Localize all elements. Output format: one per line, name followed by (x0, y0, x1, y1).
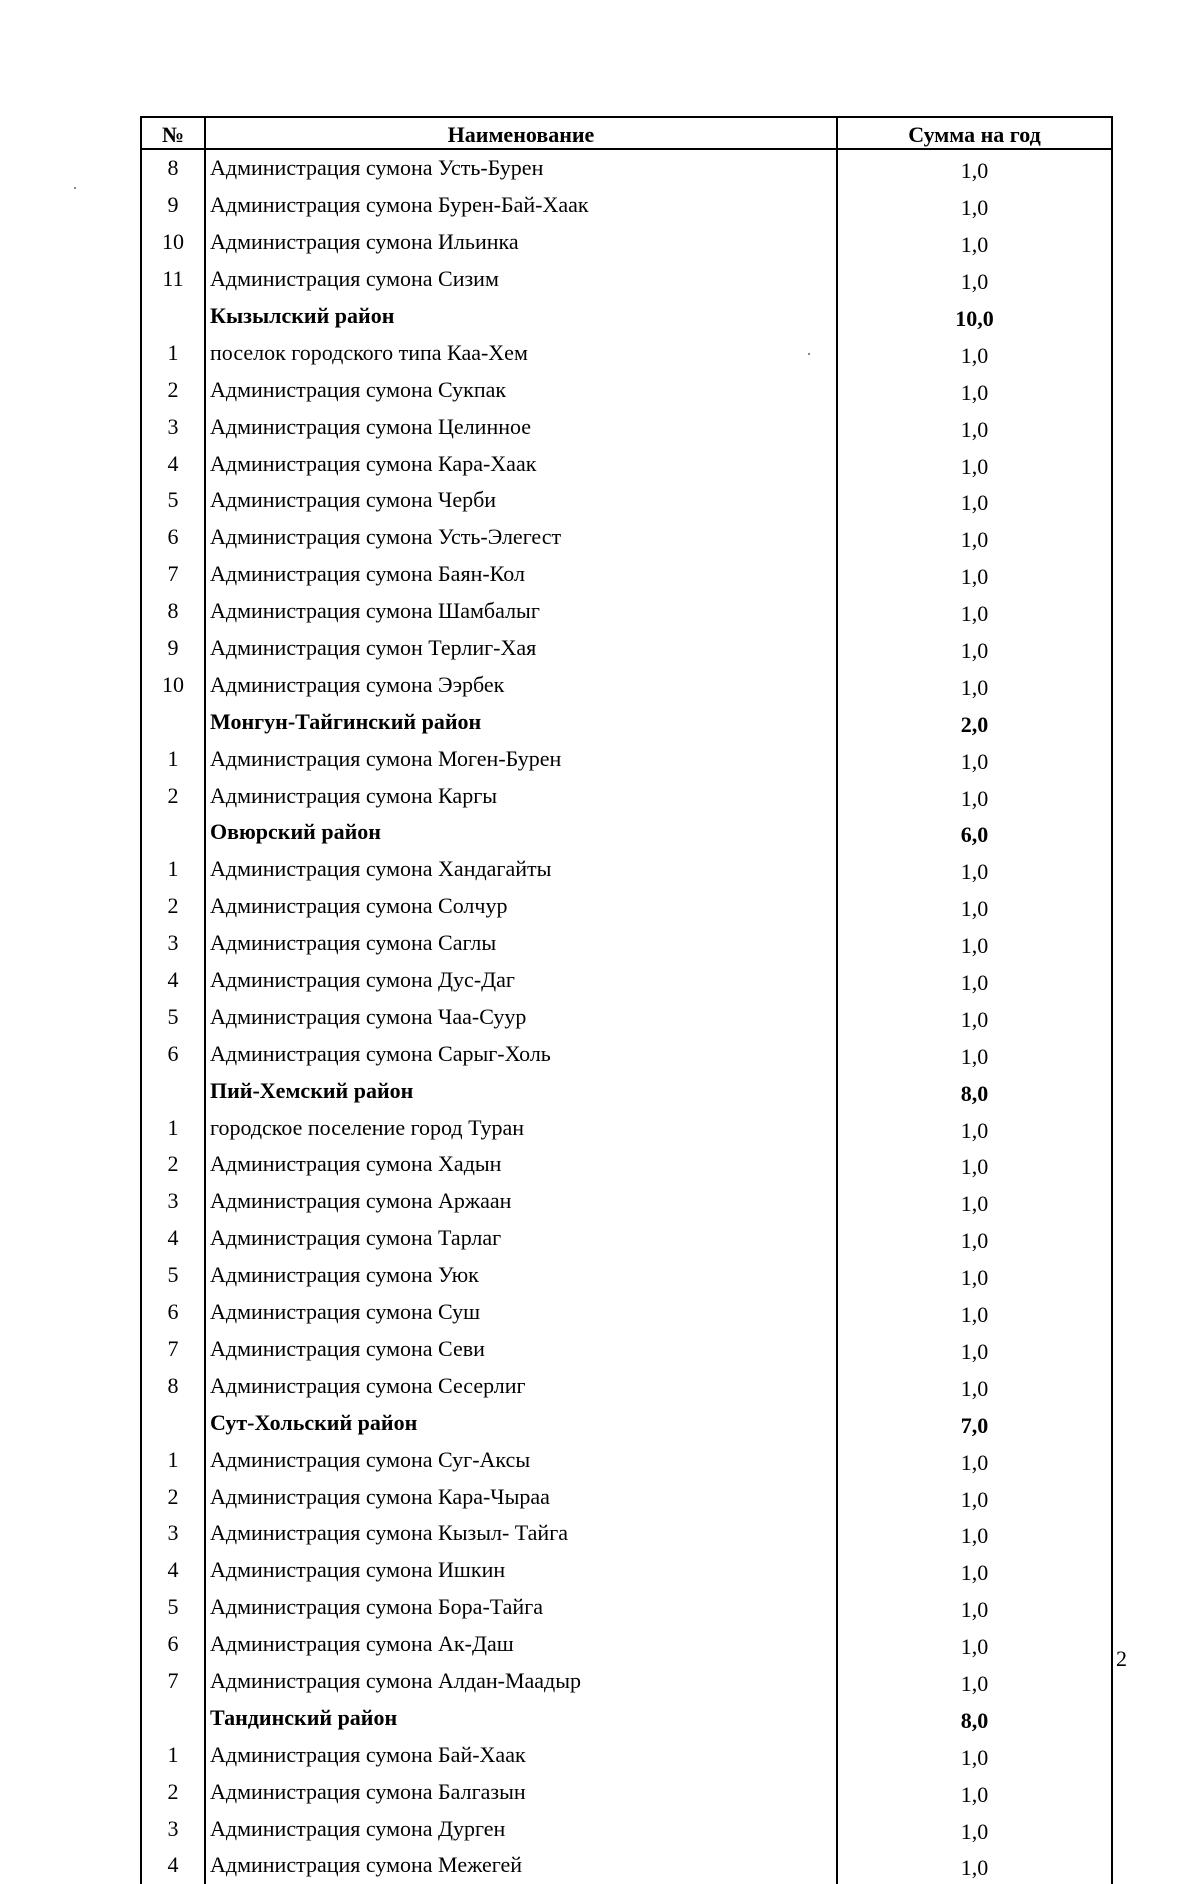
row-name: Администрация сумона Суш (205, 1294, 837, 1331)
row-number: 8 (141, 593, 205, 630)
row-name: Монгун-Тайгинский район (205, 703, 837, 740)
row-name: Администрация сумона Уюк (205, 1257, 837, 1294)
row-number: 10 (141, 666, 205, 703)
row-sum: 1,0 (837, 962, 1112, 999)
row-number: 4 (141, 962, 205, 999)
row-number: 4 (141, 1552, 205, 1589)
row-sum: 1,0 (837, 408, 1112, 445)
row-number: 2 (141, 1773, 205, 1810)
table-row (141, 1515, 1112, 1552)
row-number: 7 (141, 1663, 205, 1700)
header-sum: Сумма на год (837, 117, 1112, 149)
row-sum: 10,0 (837, 298, 1112, 335)
row-sum: 1,0 (837, 1146, 1112, 1183)
row-sum: 1,0 (837, 1663, 1112, 1700)
table-row (141, 1294, 1112, 1331)
row-name: Администрация сумона Черби (205, 482, 837, 519)
row-number: 1 (141, 851, 205, 888)
row-sum: 1,0 (837, 1035, 1112, 1072)
row-name: Администрация сумона Кара-Чыраа (205, 1478, 837, 1515)
row-number: 3 (141, 925, 205, 962)
row-number (141, 703, 205, 740)
row-sum: 1,0 (837, 888, 1112, 925)
table-row (141, 556, 1112, 593)
row-number: 2 (141, 1146, 205, 1183)
row-sum: 1,0 (837, 1441, 1112, 1478)
row-name: Администрация сумона Усть-Элегест (205, 519, 837, 556)
table-row (141, 1183, 1112, 1220)
row-name: Администрация сумона Сарыг-Холь (205, 1035, 837, 1072)
row-sum: 1,0 (837, 334, 1112, 371)
table-row (141, 1035, 1112, 1072)
table-row (141, 777, 1112, 814)
table-row (141, 1146, 1112, 1183)
row-number: 4 (141, 1847, 205, 1884)
table-row (141, 334, 1112, 371)
row-number: 9 (141, 187, 205, 224)
row-number: 6 (141, 1626, 205, 1663)
row-name: Администрация сумона Бора-Тайга (205, 1589, 837, 1626)
table-row (141, 1847, 1112, 1884)
row-name: Администрация сумона Целинное (205, 408, 837, 445)
row-sum: 1,0 (837, 851, 1112, 888)
row-number: 2 (141, 1478, 205, 1515)
row-name: Администрация сумона Хадын (205, 1146, 837, 1183)
table-row (141, 519, 1112, 556)
row-sum: 1,0 (837, 925, 1112, 962)
row-number (141, 1404, 205, 1441)
row-sum: 1,0 (837, 1736, 1112, 1773)
row-name: Администрация сумона Ак-Даш (205, 1626, 837, 1663)
table-row (141, 1441, 1112, 1478)
row-sum: 1,0 (837, 1589, 1112, 1626)
row-name: Администрация сумона Севи (205, 1331, 837, 1368)
table-row (141, 1257, 1112, 1294)
row-name: городское поселение город Туран (205, 1109, 837, 1146)
row-name: Овюрский район (205, 814, 837, 851)
row-sum: 1,0 (837, 1515, 1112, 1552)
table-row (141, 1331, 1112, 1368)
row-name: Администрация сумона Моген-Бурен (205, 740, 837, 777)
row-name: Администрация сумона Аржаан (205, 1183, 837, 1220)
row-sum: 1,0 (837, 1183, 1112, 1220)
row-number: 5 (141, 1257, 205, 1294)
row-name: Администрация сумона Дурген (205, 1810, 837, 1847)
header-number: № (141, 117, 205, 149)
district-row (141, 703, 1112, 740)
table-row (141, 1626, 1112, 1663)
row-name: Администрация сумона Кара-Хаак (205, 445, 837, 482)
row-sum: 1,0 (837, 1847, 1112, 1884)
row-sum: 1,0 (837, 1367, 1112, 1404)
row-name: Администрация сумона Дус-Даг (205, 962, 837, 999)
row-name: Администрация сумон Терлиг-Хая (205, 630, 837, 667)
row-number: 8 (141, 1367, 205, 1404)
row-name: поселок городского типа Каа-Хем (205, 334, 837, 371)
table-row (141, 482, 1112, 519)
row-name: Администрация сумона Саглы (205, 925, 837, 962)
district-row (141, 1404, 1112, 1441)
table-row (141, 1109, 1112, 1146)
row-sum: 1,0 (837, 482, 1112, 519)
row-name: Администрация сумона Кызыл- Тайга (205, 1515, 837, 1552)
row-sum: 1,0 (837, 998, 1112, 1035)
table-row (141, 371, 1112, 408)
table-row (141, 1663, 1112, 1700)
row-number: 3 (141, 408, 205, 445)
row-sum: 1,0 (837, 556, 1112, 593)
table-row (141, 187, 1112, 224)
row-number: 2 (141, 371, 205, 408)
row-number: 4 (141, 445, 205, 482)
row-sum: 1,0 (837, 777, 1112, 814)
row-sum: 1,0 (837, 1552, 1112, 1589)
table-row (141, 1478, 1112, 1515)
row-number: 5 (141, 482, 205, 519)
row-sum: 1,0 (837, 1773, 1112, 1810)
row-number: 7 (141, 556, 205, 593)
row-name: Тандинский район (205, 1699, 837, 1736)
row-sum: 1,0 (837, 224, 1112, 261)
row-number: 3 (141, 1183, 205, 1220)
row-name: Администрация сумона Ишкин (205, 1552, 837, 1589)
table-row (141, 1552, 1112, 1589)
row-number: 3 (141, 1515, 205, 1552)
row-sum: 8,0 (837, 1072, 1112, 1109)
row-sum: 1,0 (837, 1109, 1112, 1146)
row-number: 11 (141, 261, 205, 298)
row-sum: 1,0 (837, 666, 1112, 703)
page-number: 2 (1116, 1646, 1127, 1671)
row-sum: 1,0 (837, 1810, 1112, 1847)
table-row (141, 261, 1112, 298)
table-row (141, 224, 1112, 261)
row-sum: 1,0 (837, 593, 1112, 630)
row-name: Администрация сумона Солчур (205, 888, 837, 925)
row-name: Администрация сумона Шамбалыг (205, 593, 837, 630)
row-name: Администрация сумона Ээрбек (205, 666, 837, 703)
row-name: Администрация сумона Чаа-Суур (205, 998, 837, 1035)
table-row (141, 1773, 1112, 1810)
table-row (141, 925, 1112, 962)
row-name: Сут-Хольский район (205, 1404, 837, 1441)
row-name: Администрация сумона Хандагайты (205, 851, 837, 888)
row-number: 3 (141, 1810, 205, 1847)
row-sum: 1,0 (837, 149, 1112, 187)
scan-artifact (74, 187, 76, 189)
row-name: Администрация сумона Тарлаг (205, 1220, 837, 1257)
row-sum: 8,0 (837, 1699, 1112, 1736)
row-name: Пий-Хемский район (205, 1072, 837, 1109)
table-row (141, 740, 1112, 777)
row-number: 6 (141, 1294, 205, 1331)
row-name: Администрация сумона Сизим (205, 261, 837, 298)
row-number: 7 (141, 1331, 205, 1368)
row-sum: 1,0 (837, 1331, 1112, 1368)
row-name: Администрация сумона Суг-Аксы (205, 1441, 837, 1478)
table-row (141, 149, 1112, 187)
table-row (141, 666, 1112, 703)
row-sum: 1,0 (837, 445, 1112, 482)
row-sum: 1,0 (837, 1478, 1112, 1515)
row-sum: 1,0 (837, 187, 1112, 224)
row-name: Администрация сумона Каргы (205, 777, 837, 814)
table-row (141, 445, 1112, 482)
row-sum: 1,0 (837, 1626, 1112, 1663)
row-number: 5 (141, 998, 205, 1035)
row-sum: 1,0 (837, 1257, 1112, 1294)
row-sum: 1,0 (837, 740, 1112, 777)
row-sum: 1,0 (837, 519, 1112, 556)
table-row (141, 593, 1112, 630)
row-name: Администрация сумона Сесерлиг (205, 1367, 837, 1404)
table-row (141, 851, 1112, 888)
row-sum: 1,0 (837, 261, 1112, 298)
row-sum: 1,0 (837, 1294, 1112, 1331)
table-row (141, 1367, 1112, 1404)
district-row (141, 298, 1112, 335)
row-number: 9 (141, 630, 205, 667)
table-row (141, 998, 1112, 1035)
budget-table (140, 116, 1113, 1884)
row-number: 4 (141, 1220, 205, 1257)
row-number: 1 (141, 1109, 205, 1146)
table-row (141, 408, 1112, 445)
row-name: Администрация сумона Балгазын (205, 1773, 837, 1810)
row-sum: 7,0 (837, 1404, 1112, 1441)
district-row (141, 1699, 1112, 1736)
row-number (141, 1072, 205, 1109)
table-header-row (141, 117, 1112, 149)
row-name: Администрация сумона Сукпак (205, 371, 837, 408)
table-row (141, 1220, 1112, 1257)
row-number: 2 (141, 777, 205, 814)
row-name: Администрация сумона Ильинка (205, 224, 837, 261)
table-row (141, 1589, 1112, 1626)
header-name: Наименование (205, 117, 837, 149)
row-number: 5 (141, 1589, 205, 1626)
table-row (141, 630, 1112, 667)
row-sum: 1,0 (837, 1220, 1112, 1257)
row-sum: 2,0 (837, 703, 1112, 740)
row-name: Администрация сумона Бурен-Бай-Хаак (205, 187, 837, 224)
row-name: Администрация сумона Баян-Кол (205, 556, 837, 593)
row-number: 2 (141, 888, 205, 925)
table-row (141, 888, 1112, 925)
table-row (141, 1810, 1112, 1847)
row-number: 6 (141, 519, 205, 556)
row-name: Администрация сумона Усть-Бурен (205, 149, 837, 187)
row-number: 10 (141, 224, 205, 261)
row-sum: 1,0 (837, 630, 1112, 667)
row-number (141, 1699, 205, 1736)
table-row (141, 962, 1112, 999)
district-row (141, 1072, 1112, 1109)
row-number (141, 298, 205, 335)
table-row (141, 1736, 1112, 1773)
row-name: Кызылский район (205, 298, 837, 335)
row-number (141, 814, 205, 851)
row-sum: 6,0 (837, 814, 1112, 851)
row-number: 6 (141, 1035, 205, 1072)
row-sum: 1,0 (837, 371, 1112, 408)
row-name: Администрация сумона Алдан-Маадыр (205, 1663, 837, 1700)
row-name: Администрация сумона Бай-Хаак (205, 1736, 837, 1773)
row-number: 1 (141, 1441, 205, 1478)
row-name: Администрация сумона Межегей (205, 1847, 837, 1884)
district-row (141, 814, 1112, 851)
row-number: 1 (141, 740, 205, 777)
row-number: 1 (141, 1736, 205, 1773)
row-number: 1 (141, 334, 205, 371)
row-number: 8 (141, 149, 205, 187)
